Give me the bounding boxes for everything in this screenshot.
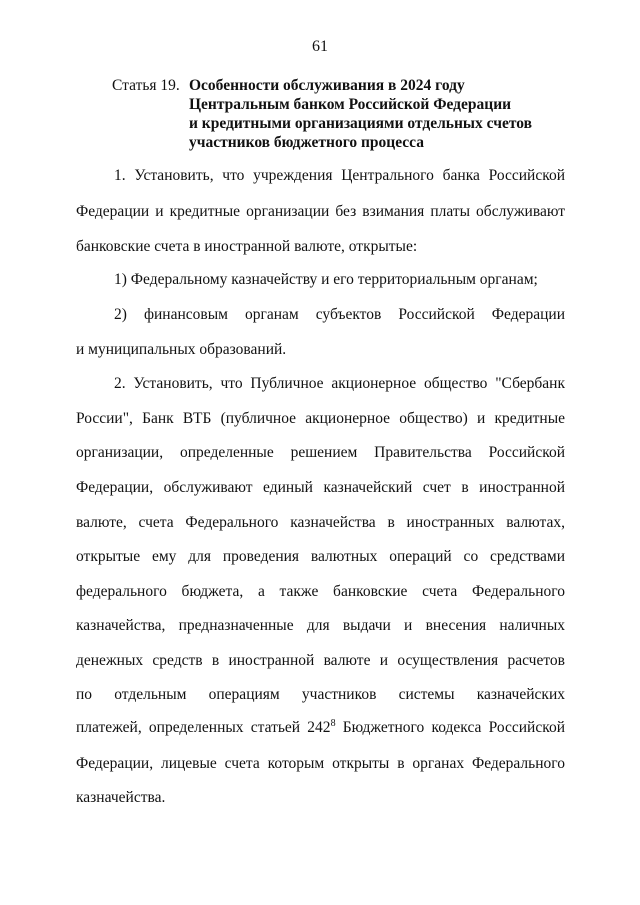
text-line: открытые ему для проведения валютных операций со средствами: [76, 548, 565, 565]
text-line: банковские счета в иностранной валюте, открытые:: [76, 238, 418, 255]
text-line: казначейства, предназначенные для выдачи и внесения наличных: [76, 617, 565, 634]
text-line: и муниципальных образований.: [76, 341, 287, 358]
text-line: денежных средств в иностранной валюте и осуществления расчетов: [76, 652, 565, 669]
text-line: Федерации, обслуживают единый казначейский счет в иностранной: [76, 479, 565, 496]
text-line: по отдельным операциям участников системы казначейских: [76, 686, 565, 703]
text-line: 2) финансовым органам субъектов Российской Федерации: [114, 306, 565, 323]
text-segment: Бюджетного кодекса Российской: [335, 719, 566, 736]
text-line: федерального бюджета, а также банковские счета Федерального: [76, 583, 565, 600]
text-line: казначейства.: [76, 789, 166, 806]
article-heading: [112, 76, 572, 152]
text-segment: платежей, определенных статьей 242: [76, 719, 331, 736]
article-title-line: Центральным банком Российской Федерации: [189, 96, 512, 113]
article-title-line: участников бюджетного процесса: [189, 134, 424, 151]
text-line: [76, 718, 565, 738]
article-label: Статья 19.: [112, 77, 180, 94]
text-line: валюте, счета Федерального казначейства в иностранных валютах,: [76, 514, 565, 531]
article-title-line: Особенности обслуживания в 2024 году: [189, 77, 465, 94]
list-item-1: 1) Федеральному казначейству и его территориальным органам;: [114, 271, 538, 288]
page-number: 61: [312, 38, 328, 55]
text-line: Федерации и кредитные организации без взимания платы обслуживают: [76, 203, 565, 220]
superscript: 8: [330, 717, 336, 729]
text-line: 2. Установить, что Публичное акционерное общество "Сбербанк: [114, 375, 565, 392]
article-title-line: и кредитными организациями отдельных счетов: [189, 115, 532, 132]
text-line: России", Банк ВТБ (публичное акционерное общество) и кредитные: [76, 410, 565, 427]
text-line: 1. Установить, что учреждения Центрального банка Российской: [114, 167, 565, 184]
text-line: организации, определенные решением Правительства Российской: [76, 444, 565, 461]
text-line: Федерации, лицевые счета которым открыты в органах Федерального: [76, 755, 565, 772]
article-title: [189, 76, 572, 152]
